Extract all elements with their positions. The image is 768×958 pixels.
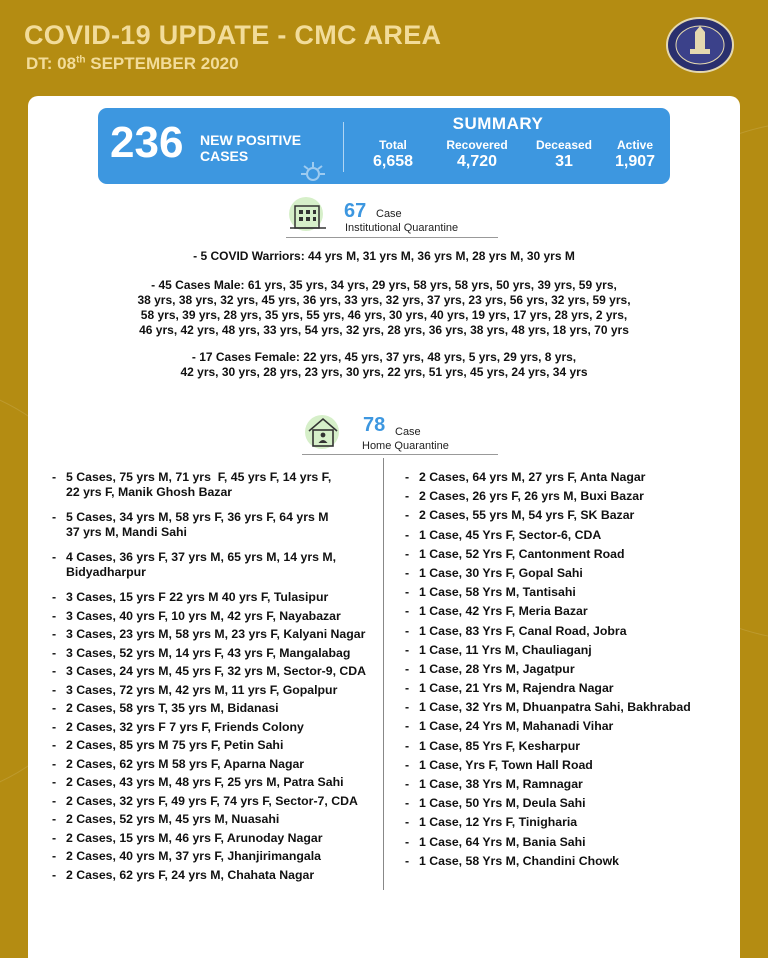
stat-label: Deceased xyxy=(535,138,593,152)
list-item: - 1 Case, 52 Yrs F, Cantonment Road xyxy=(401,547,691,562)
virus-icon xyxy=(296,160,330,184)
new-positive-count: 236 xyxy=(110,118,184,167)
list-item: - 3 Cases, 40 yrs F, 10 yrs M, 42 yrs F, Nayabazar xyxy=(48,609,366,624)
stat-total xyxy=(353,138,433,171)
paragraph-male-cases: - 45 Cases Male: 61 yrs, 35 yrs, 34 yrs, 29 yrs, 58 yrs, 58 yrs, 50 yrs, 39 yrs, 59 yrs, 38 yrs, 38 yrs, 32 yrs, 45 yrs, 36 yrs, 33 yrs, 32 yrs, 37 yrs, 23 yrs, 56 yrs, 32 yrs, 59 yrs, 58 yrs, 39 yrs, 28 yrs, 35 yrs, 55 yrs, 46 yrs, 30 yrs, 40 yrs, 19 yrs, 17 yrs, 28 yrs, 2 yrs, 46 yrs, 42 yrs, 48 yrs, 33 yrs, 54 yrs, 32 yrs, 28 yrs, 36 yrs, 38 yrs, 48 yrs, 18 yrs, 70 yrs xyxy=(137,278,631,337)
list-item: - 1 Case, 32 Yrs M, Dhuanpatra Sahi, Bakhrabad xyxy=(401,700,691,715)
list-item: - 2 Cases, 52 yrs M, 45 yrs M, Nuasahi xyxy=(48,812,366,827)
list-item: - 1 Case, 11 Yrs M, Chauliaganj xyxy=(401,643,691,658)
new-positive-label: NEW POSITIVE CASES xyxy=(200,132,302,164)
stat-value: 6,658 xyxy=(372,153,414,170)
list-item: - 1 Case, 58 Yrs M, Tantisahi xyxy=(401,585,691,600)
institutional-count: 67 xyxy=(344,200,367,222)
stat-active xyxy=(595,138,675,171)
stat-value: 4,720 xyxy=(456,153,498,170)
home-count: 78 xyxy=(363,414,386,436)
list-item: - 1 Case, 38 Yrs M, Ramnagar xyxy=(401,777,691,792)
list-item: - 3 Cases, 15 yrs F 22 yrs M 40 yrs F, Tulasipur xyxy=(48,590,366,605)
list-item: - 2 Cases, 40 yrs M, 37 yrs F, Jhanjirimangala xyxy=(48,849,366,864)
home-quarantine-list-left xyxy=(48,470,366,886)
institutional-label: Institutional Quarantine xyxy=(345,222,459,234)
paragraph-female-cases: - 17 Cases Female: 22 yrs, 45 yrs, 37 yrs, 48 yrs, 5 yrs, 29 yrs, 8 yrs, 42 yrs, 30 yrs, 28 yrs, 23 yrs, 30 yrs, 22 yrs, 51 yrs, 45 yrs, 24 yrs, 34 yrs xyxy=(180,350,588,379)
column-divider xyxy=(383,458,384,890)
list-item: - 1 Case, 42 Yrs F, Meria Bazar xyxy=(401,604,691,619)
list-item: - 1 Case, 85 Yrs F, Kesharpur xyxy=(401,739,691,754)
list-item: - 2 Cases, 58 yrs T, 35 yrs M, Bidanasi xyxy=(48,701,366,716)
list-item: - 1 Case, 83 Yrs F, Canal Road, Jobra xyxy=(401,624,691,639)
list-item: - 2 Cases, 32 yrs F 7 yrs F, Friends Colony xyxy=(48,720,366,735)
stat-label: Active xyxy=(616,138,654,152)
list-item: - 2 Cases, 43 yrs M, 48 yrs F, 25 yrs M, Patra Sahi xyxy=(48,775,366,790)
list-item: - 5 Cases, 75 yrs M, 71 yrs F, 45 yrs F, 14 yrs F, 22 yrs F, Manik Ghosh Bazar xyxy=(48,470,366,500)
list-item: - 1 Case, 50 Yrs M, Deula Sahi xyxy=(401,796,691,811)
content-card xyxy=(28,96,740,958)
institutional-case-word: Case xyxy=(376,208,402,220)
section-underline xyxy=(286,237,498,238)
home-case-word: Case xyxy=(395,426,421,438)
stat-label: Total xyxy=(379,138,407,152)
list-item: - 1 Case, 12 Yrs F, Tinigharia xyxy=(401,815,691,830)
list-item: - 2 Cases, 26 yrs F, 26 yrs M, Buxi Bazar xyxy=(401,489,691,504)
stat-deceased xyxy=(524,138,604,171)
list-item: - 1 Case, 28 Yrs M, Jagatpur xyxy=(401,662,691,677)
list-item: - 2 Cases, 32 yrs F, 49 yrs F, 74 yrs F, Sector-7, CDA xyxy=(48,794,366,809)
list-item: - 4 Cases, 36 yrs F, 37 yrs M, 65 yrs M, 14 yrs M, Bidyadharpur xyxy=(48,550,366,580)
stat-value: 31 xyxy=(555,153,573,170)
page-title: COVID-19 UPDATE - CMC AREA xyxy=(24,20,442,50)
list-item: - 3 Cases, 24 yrs M, 45 yrs F, 32 yrs M, Sector-9, CDA xyxy=(48,664,366,679)
report-date: DT: 08th SEPTEMBER 2020 xyxy=(26,54,239,73)
list-item: - 1 Case, 30 Yrs F, Gopal Sahi xyxy=(401,566,691,581)
home-icon xyxy=(302,412,346,450)
list-item: - 2 Cases, 85 yrs M 75 yrs F, Petin Sahi xyxy=(48,738,366,753)
paragraph-warriors: - 5 COVID Warriors: 44 yrs M, 31 yrs M, 36 yrs M, 28 yrs M, 30 yrs M xyxy=(193,249,575,263)
building-icon xyxy=(286,194,330,232)
list-item: - 1 Case, 58 Yrs M, Chandini Chowk xyxy=(401,854,691,869)
list-item: - 1 Case, Yrs F, Town Hall Road xyxy=(401,758,691,773)
section-underline xyxy=(302,454,498,455)
list-item: - 2 Cases, 15 yrs M, 46 yrs F, Arunoday Nagar xyxy=(48,831,366,846)
summary-title: SUMMARY xyxy=(452,114,544,133)
stat-value: 1,907 xyxy=(614,153,656,170)
stat-label: Recovered xyxy=(446,138,508,152)
list-item: - 5 Cases, 34 yrs M, 58 yrs F, 36 yrs F, 64 yrs M 37 yrs M, Mandi Sahi xyxy=(48,510,366,540)
list-item: - 1 Case, 21 Yrs M, Rajendra Nagar xyxy=(401,681,691,696)
list-item: - 1 Case, 24 Yrs M, Mahanadi Vihar xyxy=(401,719,691,734)
list-item: - 2 Cases, 62 yrs M 58 yrs F, Aparna Nagar xyxy=(48,757,366,772)
list-item: - 1 Case, 45 Yrs F, Sector-6, CDA xyxy=(401,528,691,543)
list-item: - 1 Case, 64 Yrs M, Bania Sahi xyxy=(401,835,691,850)
home-quarantine-list-right xyxy=(401,470,691,873)
summary-panel xyxy=(98,108,670,184)
list-item: - 2 Cases, 62 yrs F, 24 yrs M, Chahata Nagar xyxy=(48,868,366,883)
list-item: - 2 Cases, 55 yrs M, 54 yrs F, SK Bazar xyxy=(401,508,691,523)
summary-divider xyxy=(343,122,344,172)
stat-recovered xyxy=(437,138,517,171)
list-item: - 2 Cases, 64 yrs M, 27 yrs F, Anta Nagar xyxy=(401,470,691,485)
list-item: - 3 Cases, 23 yrs M, 58 yrs M, 23 yrs F, Kalyani Nagar xyxy=(48,627,366,642)
home-label: Home Quarantine xyxy=(362,440,449,452)
municipal-seal-icon xyxy=(665,16,735,74)
list-item: - 3 Cases, 52 yrs M, 14 yrs F, 43 yrs F, Mangalabag xyxy=(48,646,366,661)
list-item: - 3 Cases, 72 yrs M, 42 yrs M, 11 yrs F, Gopalpur xyxy=(48,683,366,698)
